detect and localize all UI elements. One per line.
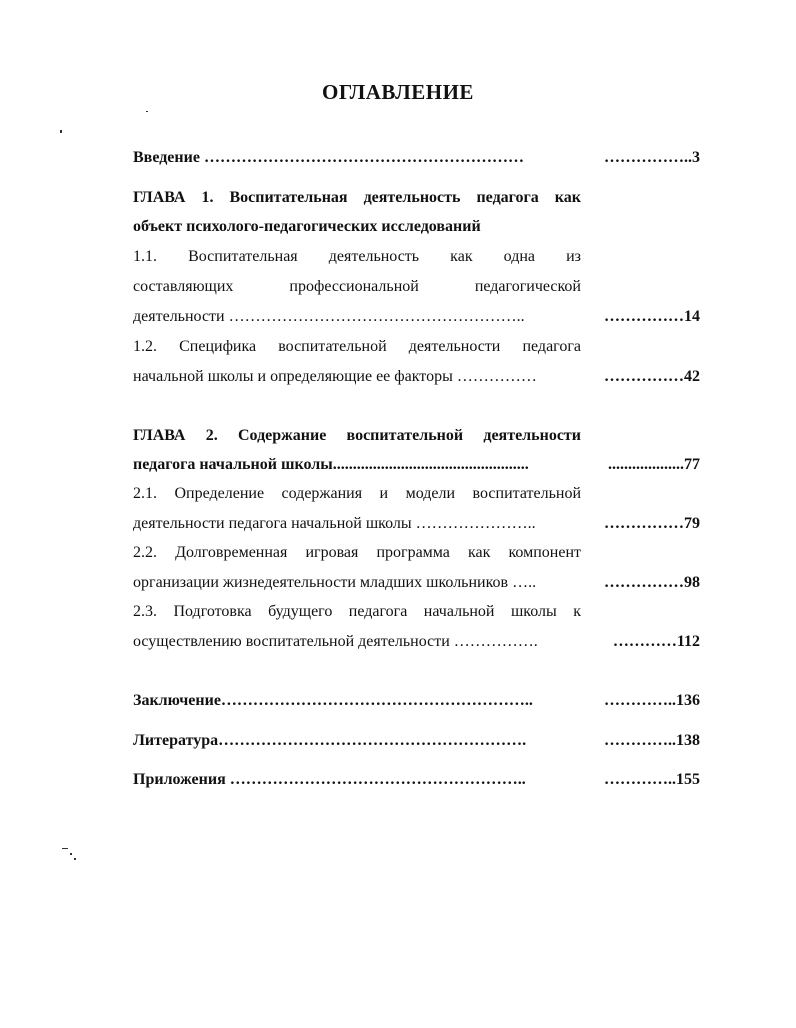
toc-chapter-1-line-1: ГЛАВА 1. Воспитательная деятельность педагога как [133,189,581,206]
toc-entry-literature: Литература…………………………………………………. [133,732,527,749]
toc-page-appendices: …………..155 [604,771,700,788]
scan-speck [60,130,62,133]
toc-chapter-2-line-2: педагога начальной школы................................................. [133,456,529,473]
toc-section-1-2-line-2: начальной школы и определяющие ее факторы …………… [133,368,537,385]
toc-page-2-2: ……………98 [604,574,700,591]
scan-speck [62,848,68,849]
toc-chapter-1-line-2: объект психолого-педагогических исследований [133,218,481,235]
page-title: ОГЛАВЛЕНИЕ [322,80,474,104]
toc-section-1-1-line-2: составляющих профессиональной педагогической [133,278,581,295]
toc-section-1-1-line-1: 1.1. Воспитательная деятельность как одна из [133,248,581,265]
toc-section-1-2-line-1: 1.2. Специфика воспитательной деятельности педагога [133,338,581,355]
scan-speck [146,111,148,112]
toc-page-conclusion: …………..136 [604,692,700,709]
toc-page-2-3: …………112 [612,633,700,650]
toc-entry-intro: Введение …………………………………………………… [133,149,524,166]
toc-entry-appendices: Приложения ……………………………………………….. [133,771,526,788]
toc-page-intro: ……………..3 [604,149,700,166]
toc-section-2-2-line-2: организации жизнедеятельности младших школьников ….. [133,574,537,591]
toc-page-1-2: ……………42 [604,368,700,385]
toc-entry-conclusion: Заключение………………………………………………….. [133,692,533,709]
toc-section-2-1-line-2: деятельности педагога начальной школы ………………….. [133,515,536,532]
scan-speck [70,853,72,855]
scan-speck [74,858,76,860]
toc-section-2-2-line-1: 2.2. Долговременная игровая программа как компонент [133,544,581,561]
toc-page-1-1: ……………14 [604,308,700,325]
toc-page-literature: …………..138 [604,732,700,749]
toc-section-2-3-line-2: осуществлению воспитательной деятельности ……………. [133,633,538,650]
toc-page-chapter-2: ...................77 [608,456,700,473]
toc-section-2-1-line-1: 2.1. Определение содержания и модели воспитательной [133,485,581,502]
toc-section-1-1-line-3: деятельности ……………………………………………….. [133,308,525,325]
toc-page-2-1: ……………79 [604,515,700,532]
toc-section-2-3-line-1: 2.3. Подготовка будущего педагога начальной школы к [133,603,581,620]
toc-chapter-2-line-1: ГЛАВА 2. Содержание воспитательной деятельности [133,427,581,444]
